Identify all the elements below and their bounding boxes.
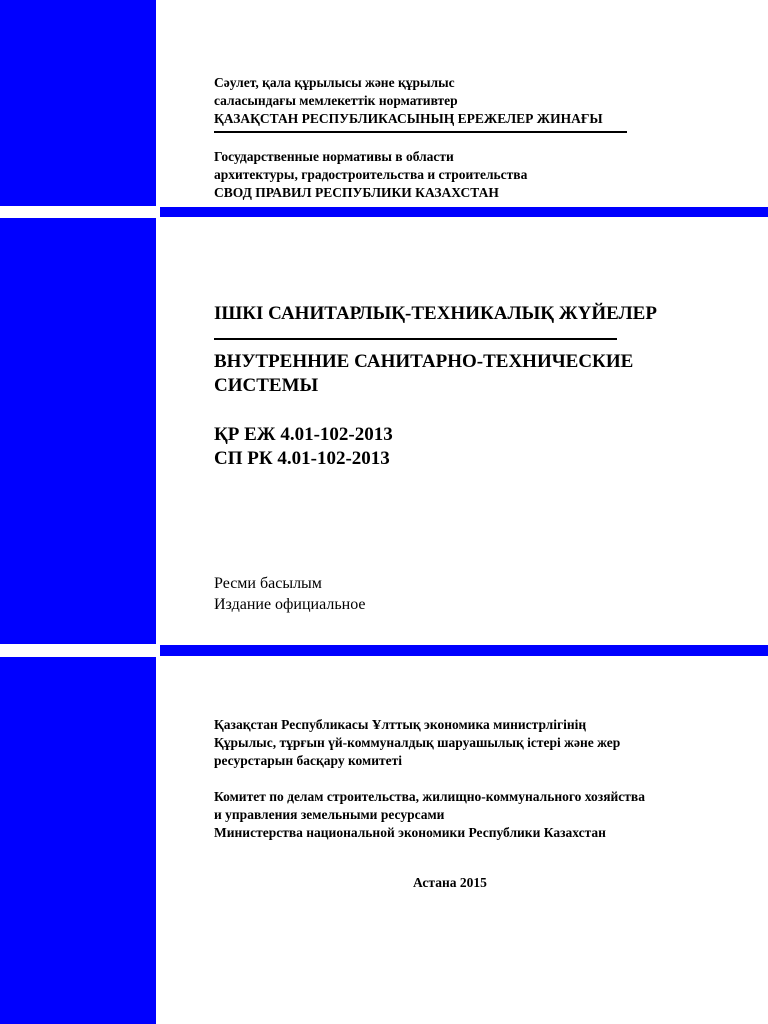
- publisher-kz-line2: Құрылыс, тұрғын үй-коммуналдық шаруашылық істері және жер: [214, 735, 621, 750]
- header-ru-line1: Государственные нормативы в области: [214, 149, 454, 164]
- header-kz-line2: саласындағы мемлекеттік нормативтер: [214, 93, 458, 108]
- publisher-ru-line1: Комитет по делам строительства, жилищно-коммунального хозяйства: [214, 789, 645, 804]
- publisher-kz-line3: ресурстарын басқару комитеті: [214, 753, 403, 768]
- header-ru-line2: архитектуры, градостроительства и строительства: [214, 167, 528, 182]
- edition-ru: Издание официальное: [214, 596, 366, 613]
- publisher-ru-line2: и управления земельными ресурсами: [214, 807, 445, 822]
- header-kz-line1: Сәулет, қала құрылысы және құрылыс: [214, 75, 455, 90]
- blue-band-upper: [160, 207, 768, 217]
- title-kz-text: ІШКІ САНИТАРЛЫҚ-ТЕХНИКАЛЫҚ ЖҮЙЕЛЕР: [214, 303, 657, 324]
- header-kz-line3: ҚАЗАҚСТАН РЕСПУБЛИКАСЫНЫҢ ЕРЕЖЕЛЕР ЖИНАҒЫ: [214, 111, 603, 126]
- footer-city-year: Астана 2015: [413, 875, 487, 890]
- edition-kz: Ресми басылым: [214, 575, 322, 592]
- header-ru-line3: СВОД ПРАВИЛ РЕСПУБЛИКИ КАЗАХСТАН: [214, 185, 499, 200]
- publisher-ru-line3: Министерства национальной экономики Республики Казахстан: [214, 825, 606, 840]
- code-ru: СП РК 4.01-102-2013: [214, 448, 390, 469]
- header-kazakh: [214, 74, 603, 128]
- header-divider: [214, 131, 627, 133]
- document-codes: [214, 423, 393, 471]
- title-ru-line2: СИСТЕМЫ: [214, 375, 319, 396]
- code-kz: ҚР ЕЖ 4.01-102-2013: [214, 424, 393, 445]
- blue-sidebar-top: [0, 0, 156, 206]
- edition-label: [214, 573, 366, 615]
- title-divider: [214, 338, 617, 340]
- blue-band-lower: [160, 645, 768, 656]
- title-russian: [214, 350, 633, 398]
- blue-sidebar-bottom: [0, 657, 156, 1024]
- title-kazakh: [214, 302, 657, 326]
- publisher-kazakh: [214, 716, 620, 770]
- publisher-russian: [214, 788, 645, 842]
- publisher-kz-line1: Қазақстан Республикасы Ұлттық экономика министрлігінің: [214, 717, 587, 732]
- header-russian: [214, 148, 527, 202]
- blue-sidebar-middle: [0, 218, 156, 644]
- title-ru-line1: ВНУТРЕННИЕ САНИТАРНО-ТЕХНИЧЕСКИЕ: [214, 351, 634, 372]
